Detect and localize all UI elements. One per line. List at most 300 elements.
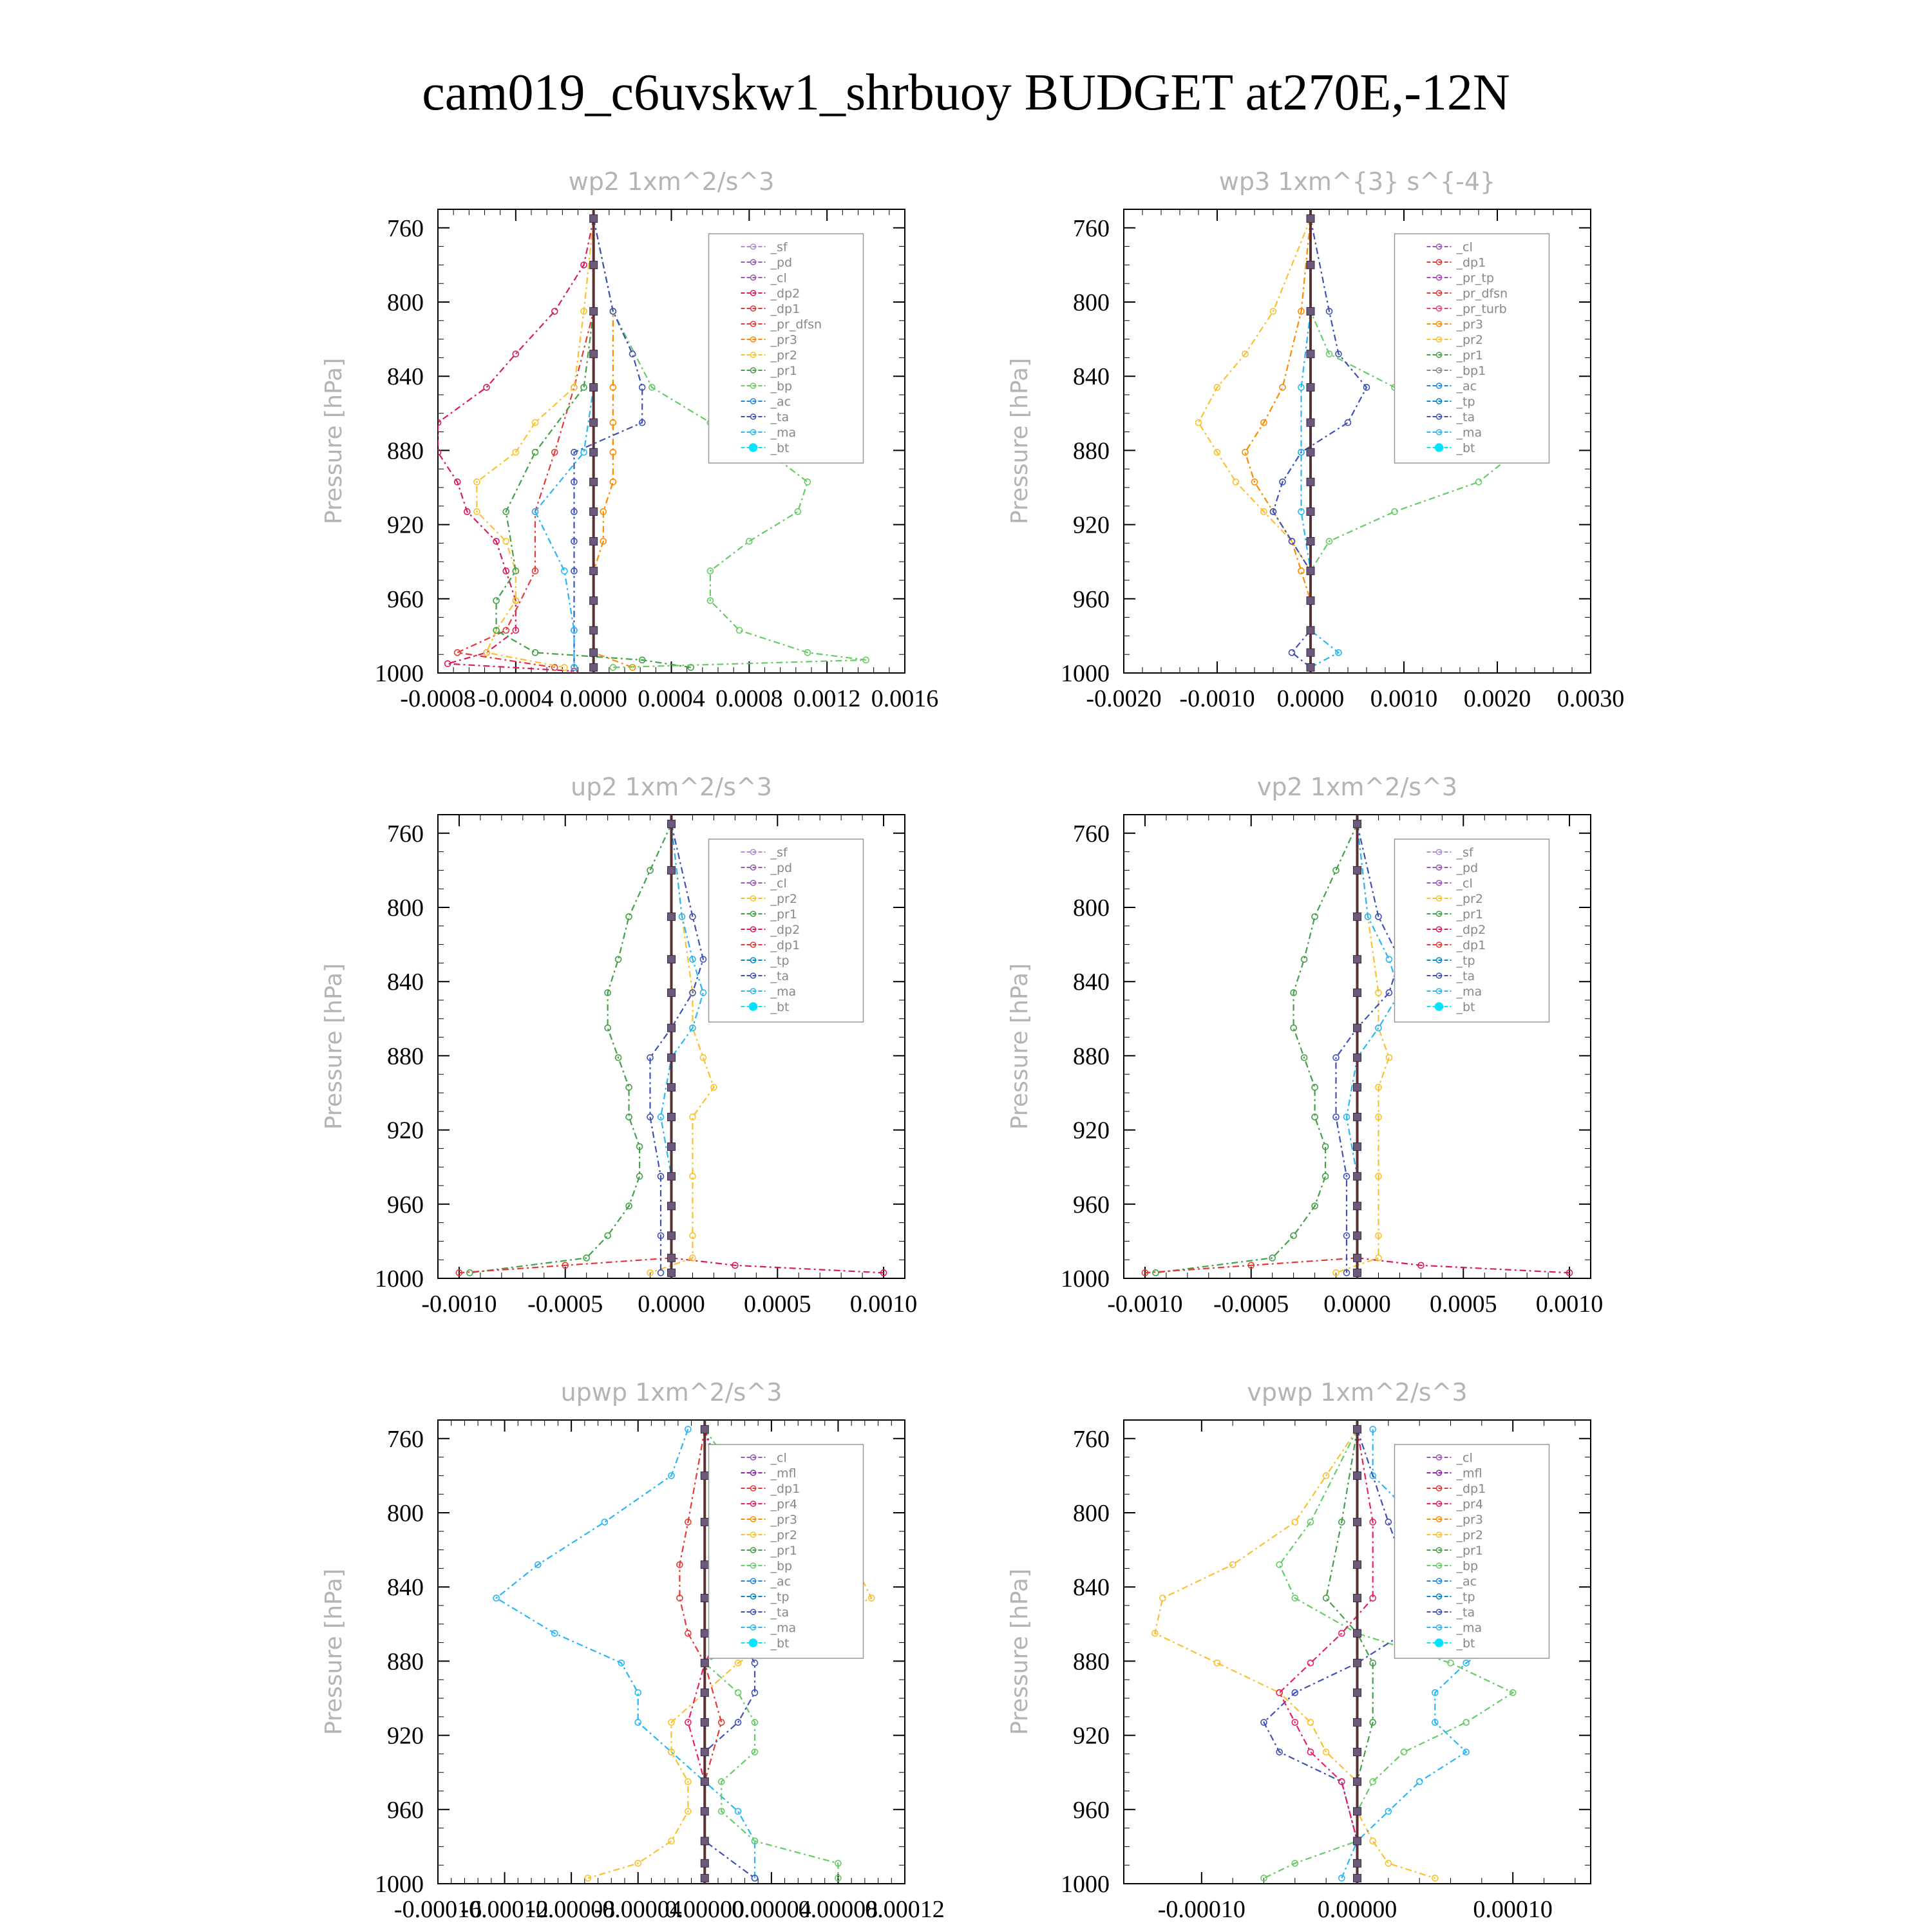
x-tick-label: -0.00012 [460, 1896, 549, 1923]
legend-entry-label: _pr3 [770, 333, 797, 347]
data-point-_pr1 [647, 867, 653, 873]
legend-entry-label: _ta [770, 1605, 790, 1620]
legend-entry-label: _ac [1456, 379, 1477, 393]
x-tick-label: -0.0004 [478, 685, 554, 712]
legend-entry-label: _pr1 [770, 907, 797, 922]
zero-term-marker [1354, 1808, 1361, 1815]
legend-entry-label: _dp1 [770, 1482, 800, 1496]
y-tick-label: 1000 [375, 660, 424, 687]
panel-4 [1007, 773, 1603, 1318]
data-point-_pr4 [1308, 1660, 1314, 1666]
legend-swatch-marker [1435, 1639, 1443, 1647]
x-tick-label: 0.0008 [715, 685, 783, 712]
legend-entry-label: _ma [770, 1621, 797, 1635]
zero-term-marker [1307, 478, 1314, 486]
x-tick-label: 0.0005 [1430, 1291, 1497, 1318]
data-point-_ta [658, 1270, 664, 1276]
zero-term-marker [1354, 1083, 1361, 1091]
x-tick-label: -0.00004 [594, 1896, 682, 1923]
zero-term-marker [668, 1113, 676, 1121]
zero-term-marker [1354, 1425, 1361, 1433]
series-line-_pr2 [1336, 824, 1389, 1273]
zero-term-marker [701, 1859, 708, 1867]
zero-term-marker [1354, 1143, 1361, 1151]
legend-entry-label: _dp1 [1456, 938, 1486, 952]
y-axis-label: Pressure [hPa] [321, 963, 347, 1130]
y-tick-label: 960 [387, 1796, 424, 1824]
y-tick-label: 800 [1073, 895, 1110, 922]
data-point-_ma [601, 1519, 607, 1525]
data-point-_pr2 [1215, 1660, 1220, 1666]
x-tick-label: -0.0005 [1213, 1291, 1289, 1318]
y-tick-label: 960 [387, 1191, 424, 1218]
legend-entry-label: _pr_dfsn [1456, 287, 1508, 301]
zero-term-marker [668, 1024, 676, 1032]
x-tick-label: 0.0000 [560, 685, 627, 712]
zero-term-marker [701, 1874, 708, 1882]
x-tick-label: 0.00000 [1317, 1896, 1397, 1923]
y-tick-label: 960 [1073, 1796, 1110, 1824]
zero-term-marker [1307, 448, 1314, 456]
legend-swatch-marker [1435, 1003, 1443, 1010]
x-tick-label: 0.0005 [744, 1291, 811, 1318]
legend-entry-label: _pr3 [1456, 317, 1483, 332]
data-point-_pr2 [1385, 1861, 1391, 1866]
panel-2 [1007, 167, 1624, 712]
x-tick-label: 0.0010 [849, 1291, 918, 1318]
series-line-_pr2 [477, 218, 593, 667]
zero-term-marker [1307, 419, 1314, 426]
y-tick-label: 800 [387, 1500, 424, 1527]
legend-entry-label: _cl [770, 1451, 787, 1465]
zero-term-marker [1354, 1629, 1361, 1637]
y-tick-label: 840 [387, 1574, 424, 1602]
zero-term-marker [1354, 1659, 1361, 1667]
zero-term-marker [668, 913, 676, 920]
zero-term-marker [668, 1054, 676, 1061]
data-point-_dp2 [513, 351, 518, 357]
y-tick-label: 800 [1073, 1500, 1110, 1527]
x-tick-label: 0.0000 [1276, 685, 1345, 712]
y-tick-label: 760 [387, 214, 424, 242]
y-tick-label: 800 [1073, 289, 1110, 316]
zero-term-marker [1307, 261, 1314, 269]
data-point-_dp2 [484, 384, 489, 390]
zero-term-marker [701, 1518, 708, 1526]
zero-term-marker [668, 1202, 676, 1210]
zero-term-marker [1354, 1689, 1361, 1696]
data-point-_ta [752, 1660, 757, 1666]
zero-term-marker [668, 1143, 676, 1151]
series-line-_pr3 [594, 218, 632, 667]
data-point-_pr2 [1230, 1562, 1236, 1567]
zero-term-marker [1307, 567, 1314, 575]
data-point-_ma [1417, 1779, 1423, 1785]
x-tick-label: 0.0000 [638, 1291, 705, 1318]
legend-entry-label: _ac [770, 1575, 791, 1589]
y-axis-label: Pressure [hPa] [1007, 357, 1033, 525]
y-tick-label: 920 [387, 511, 424, 539]
legend-entry-label: _pr2 [770, 1528, 797, 1542]
y-tick-label: 840 [1073, 969, 1110, 996]
legend-entry-label: _cl [1456, 1451, 1473, 1465]
zero-term-marker [668, 956, 676, 963]
x-tick-label: -0.0010 [421, 1291, 497, 1318]
data-point-_ma [1386, 956, 1392, 962]
zero-term-marker [1354, 1561, 1361, 1569]
y-tick-label: 1000 [1061, 660, 1110, 687]
panel-title: wp3 1xm^{3} s^{-4} [1218, 167, 1496, 196]
zero-term-marker [1354, 1837, 1361, 1845]
y-axis-label: Pressure [hPa] [321, 357, 347, 525]
zero-term-marker [668, 1269, 676, 1276]
y-tick-label: 760 [1073, 1425, 1110, 1453]
zero-term-marker [590, 261, 598, 269]
data-point-_pr1 [605, 1233, 611, 1238]
zero-term-marker [590, 597, 598, 605]
zero-term-marker [1354, 866, 1361, 874]
zero-term-marker [1354, 1202, 1361, 1210]
zero-term-marker [701, 1561, 708, 1569]
legend-entry-label: _pr1 [1456, 907, 1483, 922]
legend-entry-label: _pr_tp [1456, 271, 1494, 285]
legend-entry-label: _ma [770, 426, 797, 440]
series-line-_pr2 [650, 824, 714, 1273]
series-line-_ma [535, 218, 594, 667]
x-tick-label: -0.0020 [1086, 685, 1162, 712]
y-axis-label: Pressure [hPa] [321, 1568, 347, 1736]
zero-term-marker [1354, 1472, 1361, 1479]
x-tick-label: 0.0020 [1463, 685, 1531, 712]
x-tick-label: 0.0000 [1323, 1291, 1391, 1318]
legend-swatch-marker [750, 1639, 757, 1647]
x-tick-label: -0.00010 [1157, 1896, 1245, 1923]
y-tick-label: 1000 [1061, 1265, 1110, 1293]
data-point-_bp [735, 1690, 741, 1696]
data-point-_pr1 [533, 450, 538, 455]
legend-entry-label: _ac [770, 395, 791, 409]
legend-entry-label: _tp [1456, 395, 1475, 409]
legend-entry-label: _bt [770, 1000, 790, 1014]
y-tick-label: 840 [1073, 1574, 1110, 1602]
zero-term-marker [1307, 383, 1314, 391]
y-tick-label: 1000 [375, 1871, 424, 1898]
legend-entry-label: _pr3 [770, 1513, 797, 1527]
zero-term-marker [1354, 1518, 1361, 1526]
zero-term-marker [1307, 507, 1314, 515]
panel-title: upwp 1xm^2/s^3 [560, 1378, 782, 1406]
data-point-_ma [1385, 1808, 1391, 1814]
x-tick-label: 0.0010 [1370, 685, 1438, 712]
data-point-_pr2 [1308, 1719, 1314, 1725]
panel-title: up2 1xm^2/s^3 [571, 773, 772, 801]
panel-title: vpwp 1xm^2/s^3 [1247, 1378, 1468, 1406]
legend-entry-label: _cl [1456, 240, 1473, 254]
y-tick-label: 880 [1073, 1648, 1110, 1676]
panel-1 [321, 167, 938, 712]
x-tick-label: 0.00012 [865, 1896, 945, 1923]
series-line-_ta [1336, 824, 1400, 1273]
data-point-_pr1 [1153, 1270, 1159, 1276]
y-axis-label: Pressure [hPa] [1007, 1568, 1033, 1736]
zero-term-marker [1354, 1024, 1361, 1032]
data-point-_dp1 [685, 1631, 691, 1636]
zero-term-marker [1354, 1173, 1361, 1180]
x-tick-label: 0.0016 [871, 685, 939, 712]
zero-term-marker [1354, 1874, 1361, 1882]
x-tick-label: 0.0012 [793, 685, 861, 712]
data-point-_bp [1463, 1719, 1469, 1725]
figure-title: cam019_c6uvskw1_shrbuoy BUDGET at270E,-12N [422, 64, 1510, 121]
data-point-_pr2 [1432, 1875, 1438, 1881]
zero-term-marker [668, 1173, 676, 1180]
y-tick-label: 760 [1073, 820, 1110, 848]
zero-term-marker [1354, 1778, 1361, 1786]
y-tick-label: 1000 [375, 1265, 424, 1293]
legend-entry-label: _ma [770, 985, 797, 999]
y-tick-label: 920 [1073, 1117, 1110, 1144]
legend-entry-label: _cl [770, 271, 787, 285]
zero-term-marker [1307, 597, 1314, 605]
legend-entry-label: _tp [770, 1590, 790, 1604]
panel-title: wp2 1xm^2/s^3 [568, 167, 775, 196]
legend-entry-label: _ta [770, 410, 790, 424]
zero-term-marker [1307, 649, 1314, 656]
zero-term-marker [590, 567, 598, 575]
legend-entry-label: _tp [1456, 1590, 1475, 1604]
x-tick-label: -0.0008 [400, 685, 476, 712]
zero-term-marker [1354, 1748, 1361, 1756]
x-tick-label: -0.00008 [527, 1896, 616, 1923]
legend-entry-label: _ma [1456, 1621, 1482, 1635]
zero-term-marker [1307, 214, 1314, 222]
zero-term-marker [701, 1689, 708, 1696]
legend-entry-label: _tp [1456, 954, 1475, 968]
zero-term-marker [668, 866, 676, 874]
y-tick-label: 960 [387, 585, 424, 613]
zero-term-marker [1354, 1594, 1361, 1602]
data-point-_pr1 [1333, 867, 1339, 873]
y-tick-label: 760 [1073, 214, 1110, 242]
data-point-_pr4 [1308, 1749, 1314, 1755]
legend-entry-label: _pd [1456, 861, 1479, 875]
y-tick-label: 960 [1073, 1191, 1110, 1218]
legend-entry-label: _bt [1456, 441, 1475, 455]
data-point-_bp [1370, 1779, 1376, 1785]
zero-term-marker [701, 1718, 708, 1726]
y-tick-label: 920 [1073, 1722, 1110, 1750]
y-tick-label: 800 [387, 289, 424, 316]
data-point-_pr2 [1196, 420, 1202, 426]
zero-term-marker [590, 507, 598, 515]
panel-3 [321, 773, 917, 1318]
y-tick-label: 880 [1073, 1043, 1110, 1070]
legend-entry-label: _dp2 [770, 287, 800, 301]
legend-entry-label: _pr2 [770, 348, 797, 363]
series-line-_pr1 [469, 824, 671, 1273]
data-point-_pr1 [1291, 1233, 1296, 1238]
y-tick-label: 880 [387, 1648, 424, 1676]
x-tick-label: 0.00004 [732, 1896, 811, 1923]
series-line-_pr1 [1155, 824, 1357, 1273]
zero-term-marker [1307, 663, 1314, 671]
zero-term-marker [1307, 307, 1314, 315]
zero-term-marker [1354, 1054, 1361, 1061]
legend-entry-label: _bt [1456, 1636, 1475, 1651]
zero-term-marker [590, 307, 598, 315]
data-point-_ta [1289, 650, 1295, 656]
legend-entry-label: _pr2 [1456, 892, 1483, 906]
legend-entry-label: _cl [1456, 876, 1473, 891]
y-tick-label: 880 [1073, 437, 1110, 465]
zero-term-marker [1307, 627, 1314, 634]
legend-entry-label: _bt [770, 441, 790, 455]
y-tick-label: 960 [1073, 585, 1110, 613]
data-point-_ma [635, 1719, 641, 1725]
zero-term-marker [590, 627, 598, 634]
zero-term-marker [668, 820, 676, 828]
data-point-_pr2 [668, 1838, 674, 1844]
legend-entry-label: _bp [1456, 1559, 1479, 1573]
legend-entry-label: _ta [1456, 410, 1475, 424]
legend-entry-label: _bp1 [1456, 364, 1486, 378]
data-point-_bp [1276, 1562, 1282, 1567]
zero-term-marker [590, 214, 598, 222]
y-tick-label: 880 [387, 437, 424, 465]
legend-entry-label: _sf [770, 240, 788, 254]
data-point-_pr1 [1323, 1595, 1329, 1601]
legend-entry-label: _pd [770, 256, 793, 270]
series-line-_ma [661, 824, 703, 1273]
series-line-_pr2 [1198, 218, 1311, 667]
legend-entry-label: _bt [770, 1636, 790, 1651]
legend-entry-label: _bt [1456, 1000, 1475, 1014]
legend-entry-label: _pr4 [770, 1497, 797, 1511]
y-tick-label: 1000 [1061, 1871, 1110, 1898]
zero-term-marker [590, 663, 598, 671]
y-axis-label: Pressure [hPa] [1007, 963, 1033, 1130]
zero-term-marker [1354, 820, 1361, 828]
legend-entry-label: _pr2 [1456, 1528, 1483, 1542]
zero-term-marker [701, 1778, 708, 1786]
panel-5 [321, 1378, 945, 1923]
data-point-_dp1 [503, 627, 509, 633]
zero-term-marker [668, 1083, 676, 1091]
y-tick-label: 760 [387, 1425, 424, 1453]
zero-term-marker [1307, 350, 1314, 358]
x-tick-label: -0.0005 [527, 1291, 603, 1318]
series-line-_ta [574, 218, 643, 667]
zero-term-marker [701, 1659, 708, 1667]
zero-term-marker [590, 448, 598, 456]
legend-entry-label: _pr4 [1456, 1497, 1483, 1511]
legend-entry-label: _tp [770, 954, 790, 968]
legend-entry-label: _dp1 [770, 302, 800, 316]
x-tick-label: 0.0030 [1557, 685, 1625, 712]
zero-term-marker [1354, 1254, 1361, 1262]
y-tick-label: 920 [1073, 511, 1110, 539]
legend-entry-label: _pr1 [770, 1544, 797, 1558]
legend-entry-label: _ma [1456, 985, 1482, 999]
zero-term-marker [1354, 956, 1361, 963]
data-point-_ma [735, 1808, 741, 1814]
y-tick-label: 840 [1073, 363, 1110, 391]
zero-term-marker [701, 1472, 708, 1479]
zero-term-marker [590, 649, 598, 656]
legend-entry-label: _ta [1456, 969, 1475, 983]
legend-entry-label: _pr1 [770, 364, 797, 378]
data-point-_pr2 [1233, 479, 1239, 485]
legend-entry-label: _cl [770, 876, 787, 891]
zero-term-marker [701, 1748, 708, 1756]
legend-swatch-marker [750, 1003, 757, 1010]
legend-entry-label: _ma [1456, 426, 1482, 440]
zero-term-marker [590, 383, 598, 391]
data-point-_ma [562, 568, 567, 574]
zero-term-marker [1354, 989, 1361, 996]
data-point-_pr4 [1276, 1690, 1282, 1696]
y-tick-label: 840 [387, 363, 424, 391]
zero-term-marker [701, 1808, 708, 1815]
legend-entry-label: _dp1 [1456, 1482, 1486, 1496]
zero-term-marker [590, 538, 598, 545]
legend-entry-label: _dp2 [770, 923, 800, 937]
data-point-_pr3 [1280, 384, 1285, 390]
legend-entry-label: _ta [770, 969, 790, 983]
series-line-_ta [650, 824, 703, 1273]
y-tick-label: 920 [387, 1722, 424, 1750]
legend-entry-label: _dp2 [1456, 923, 1486, 937]
series-line-_dp1 [457, 218, 594, 667]
x-tick-label: -0.00016 [393, 1896, 482, 1923]
data-point-_dp1 [455, 650, 460, 656]
zero-term-marker [590, 350, 598, 358]
y-tick-label: 760 [387, 820, 424, 848]
zero-term-marker [1354, 1859, 1361, 1867]
legend-entry-label: _bp [770, 379, 793, 393]
legend-entry-label: _pr_dfsn [770, 317, 822, 332]
zero-term-marker [701, 1594, 708, 1602]
x-tick-label: 0.00000 [665, 1896, 745, 1923]
legend-entry-label: _mfl [770, 1466, 797, 1481]
series-line-_ta [1273, 218, 1367, 667]
data-point-_pr1 [467, 1270, 473, 1276]
legend-entry-label: _mfl [1456, 1466, 1482, 1481]
legend-entry-label: _pr1 [1456, 1544, 1483, 1558]
legend-entry-label: _pr2 [770, 892, 797, 906]
zero-term-marker [1307, 538, 1314, 545]
y-tick-label: 920 [387, 1117, 424, 1144]
zero-term-marker [668, 1232, 676, 1240]
panel-title: vp2 1xm^2/s^3 [1256, 773, 1458, 801]
zero-term-marker [1354, 913, 1361, 920]
x-tick-label: 0.00008 [798, 1896, 878, 1923]
zero-term-marker [701, 1425, 708, 1433]
legend-entry-label: _sf [770, 846, 788, 860]
zero-term-marker [668, 1254, 676, 1262]
legend-entry-label: _sf [1456, 846, 1473, 860]
data-point-_bp [804, 479, 810, 485]
data-point-_dp2 [552, 308, 558, 314]
data-point-_pr2 [1323, 1749, 1329, 1755]
zero-term-marker [590, 419, 598, 426]
data-point-_bp [746, 538, 752, 544]
legend-entry-label: _pr3 [1456, 1513, 1483, 1527]
legend-entry-label: _ac [1456, 1575, 1477, 1589]
x-tick-label: 0.0004 [638, 685, 705, 712]
x-tick-label: 0.0010 [1535, 1291, 1604, 1318]
x-tick-label: -0.0010 [1107, 1291, 1183, 1318]
